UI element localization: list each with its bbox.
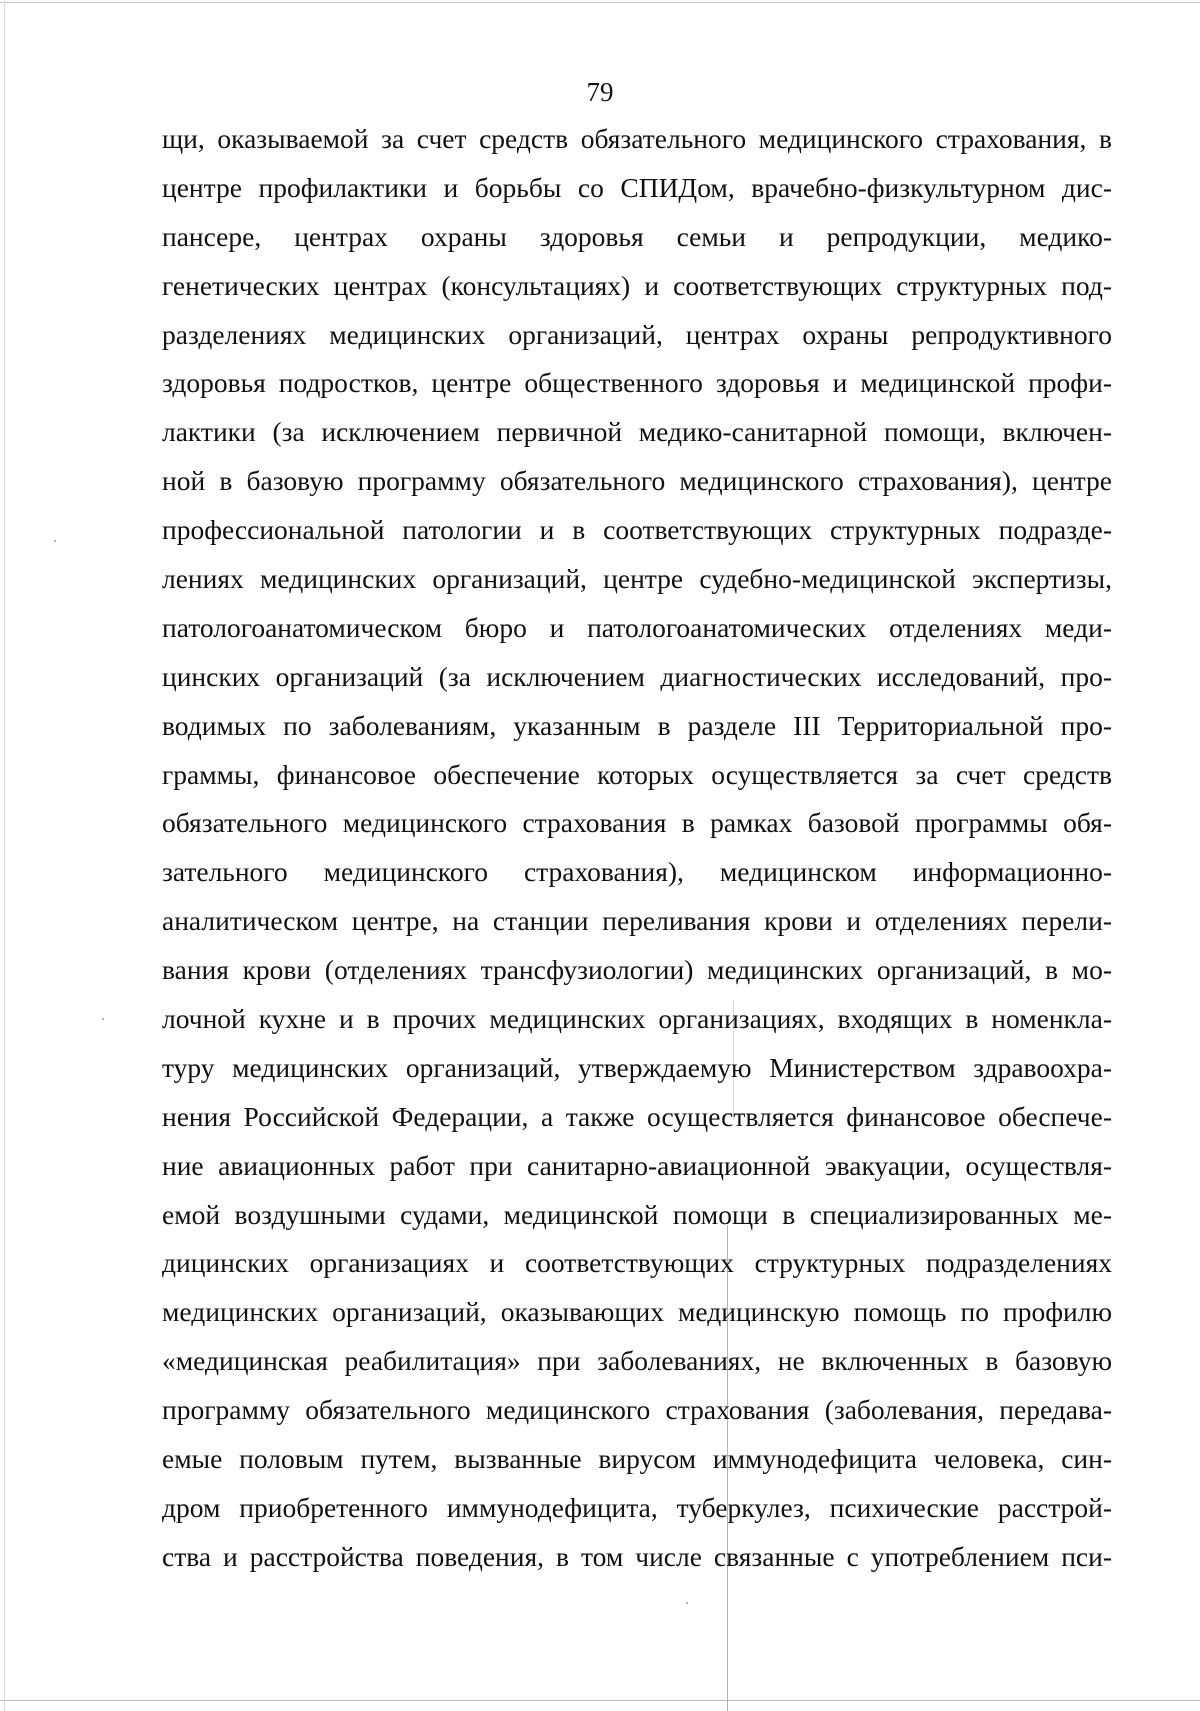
text-line: «медицинская реабилитация» при заболеваниях, не включенных в базовую — [162, 1345, 1112, 1377]
scan-speck — [686, 1602, 688, 1604]
scan-edge-bottom — [0, 1700, 1200, 1701]
text-line: патологоанатомическом бюро и патологоанатомических отделениях меди- — [162, 611, 1112, 643]
text-line: пансере, центрах охраны здоровья семьи и репродукции, медико- — [162, 220, 1112, 252]
text-line: аналитическом центре, на станции переливания крови и отделениях перели- — [162, 905, 1112, 937]
text-line: дром приобретенного иммунодефицита, туберкулез, психические расстрой- — [162, 1491, 1112, 1523]
text-line: нения Российской Федерации, а также осуществляется финансовое обеспече- — [162, 1100, 1112, 1132]
text-line: емой воздушными судами, медицинской помощи в специализированных ме- — [162, 1198, 1112, 1230]
scan-edge-top — [0, 2, 1200, 3]
text-line: щи, оказываемой за счет средств обязательного медицинского страхования, в — [162, 123, 1112, 154]
text-line: генетических центрах (консультациях) и соответствующих структурных под- — [162, 269, 1112, 301]
text-line: цинских организаций (за исключением диагностических исследований, про- — [162, 660, 1112, 692]
text-line: водимых по заболеваниям, указанным в разделе III Территориальной про- — [162, 709, 1112, 741]
body-paragraph — [162, 115, 1112, 1582]
text-line: ной в базовую программу обязательного медицинского страхования), центре — [162, 465, 1112, 497]
text-line: граммы, финансовое обеспечение которых осуществляется за счет средств — [162, 758, 1112, 790]
text-line: лочной кухне и в прочих медицинских организациях, входящих в номенкла- — [162, 1003, 1112, 1035]
scan-speck — [54, 540, 56, 542]
text-line: лактики (за исключением первичной медико-санитарной помощи, включен- — [162, 416, 1112, 448]
text-line: медицинских организаций, оказывающих медицинскую помощь по профилю — [162, 1296, 1112, 1328]
text-line: емые половым путем, вызванные вирусом иммунодефицита человека, син- — [162, 1443, 1112, 1475]
text-line: центре профилактики и борьбы со СПИДом, врачебно-физкультурном дис- — [162, 171, 1112, 203]
text-line: обязательного медицинского страхования в рамках базовой программы обя- — [162, 807, 1112, 839]
text-line: дицинских организациях и соответствующих структурных подразделениях — [162, 1247, 1112, 1279]
page-number: 79 — [586, 77, 614, 107]
text-line: лениях медицинских организаций, центре судебно-медицинской экспертизы, — [162, 563, 1112, 595]
text-line: зательного медицинского страхования), медицинском информационно- — [162, 856, 1112, 888]
text-line: вания крови (отделениях трансфузиологии) медицинских организаций, в мо- — [162, 954, 1112, 986]
text-line: туру медицинских организаций, утверждаемую Министерством здравоохра- — [162, 1051, 1112, 1083]
scan-edge-left — [4, 0, 5, 1711]
text-line: профессиональной патологии и в соответствующих структурных подразде- — [162, 514, 1112, 546]
text-line: ства и расстройства поведения, в том числе связанные с употреблением пси- — [162, 1540, 1112, 1572]
text-line: разделениях медицинских организаций, центрах охраны репродуктивного — [162, 318, 1112, 350]
text-line: программу обязательного медицинского страхования (заболевания, передава- — [162, 1394, 1112, 1426]
scan-speck — [102, 1018, 104, 1020]
text-line: здоровья подростков, центре общественного здоровья и медицинской профи- — [162, 367, 1112, 399]
text-line: ние авиационных работ при санитарно-авиационной эвакуации, осуществля- — [162, 1149, 1112, 1181]
